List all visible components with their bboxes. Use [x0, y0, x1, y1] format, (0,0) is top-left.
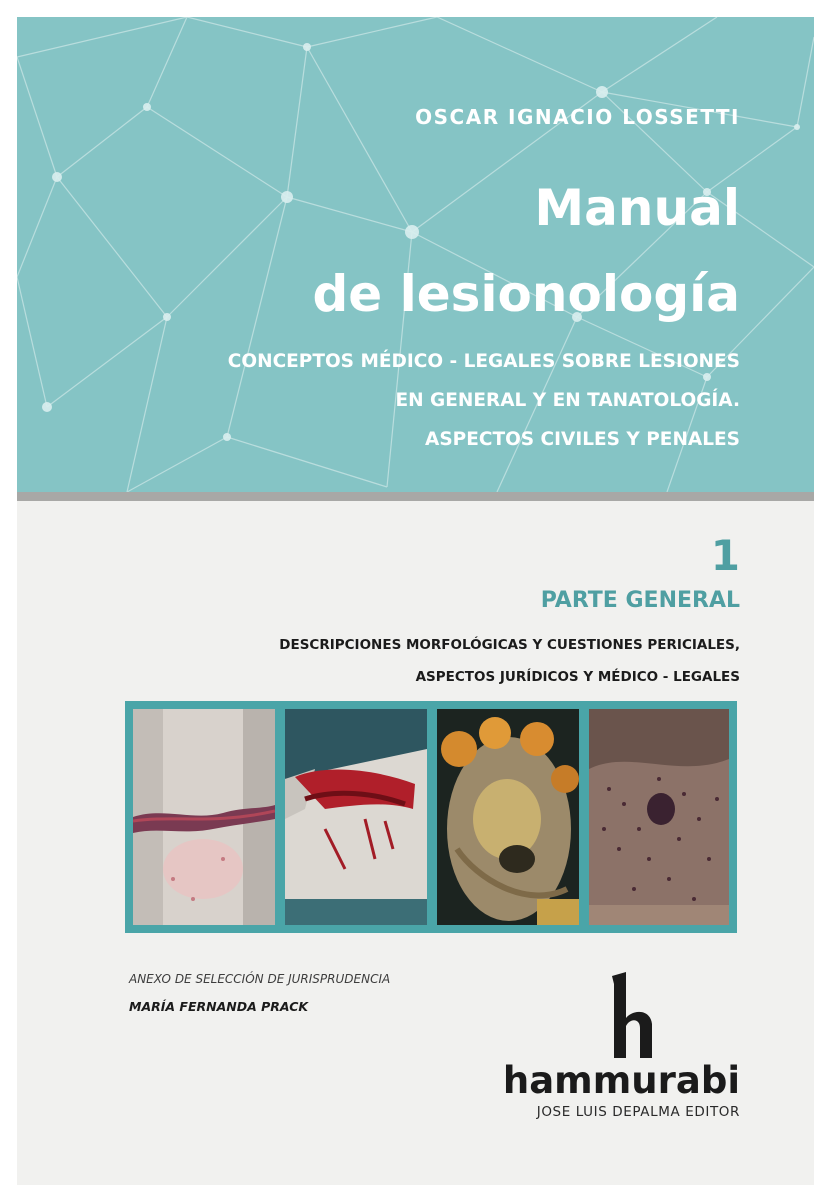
publisher-name: hammurabi — [502, 1059, 740, 1102]
wound-photo-4 — [589, 709, 729, 925]
part-description — [279, 629, 740, 693]
subtitle-line-3: ASPECTOS CIVILES Y PENALES — [425, 429, 740, 450]
part-description-line-1: DESCRIPCIONES MORFOLÓGICAS Y CUESTIONES PERICIALES, — [279, 637, 740, 653]
top-color-band — [17, 17, 814, 492]
wound-photo-3 — [437, 709, 579, 925]
wound-photo-2 — [285, 709, 427, 925]
title-line-1: Manual — [534, 179, 740, 237]
band-divider — [17, 492, 814, 501]
wound-photo-1 — [133, 709, 275, 925]
subtitle-line-1: CONCEPTOS MÉDICO - LEGALES SOBRE LESIONES — [227, 351, 740, 372]
photo-strip — [125, 701, 737, 933]
volume-number: 1 — [710, 531, 740, 580]
book-cover — [17, 17, 814, 1185]
publisher-subtitle: JOSE LUIS DEPALMA EDITOR — [536, 1104, 740, 1120]
title-line-2: de lesionología — [312, 265, 740, 323]
annex-author: MARÍA FERNANDA PRACK — [129, 999, 309, 1014]
subtitle-line-2: EN GENERAL Y EN TANATOLOGÍA. — [395, 390, 740, 411]
part-title: PARTE GENERAL — [540, 588, 740, 613]
annex-label: ANEXO DE SELECCIÓN DE JURISPRUDENCIA — [129, 972, 391, 986]
hammurabi-h-logo-icon — [590, 972, 664, 1062]
part-description-line-2: ASPECTOS JURÍDICOS Y MÉDICO - LEGALES — [415, 669, 740, 685]
book-title — [312, 165, 740, 337]
author-name: OSCAR IGNACIO LOSSETTI — [415, 105, 740, 129]
book-subtitle — [228, 342, 740, 459]
